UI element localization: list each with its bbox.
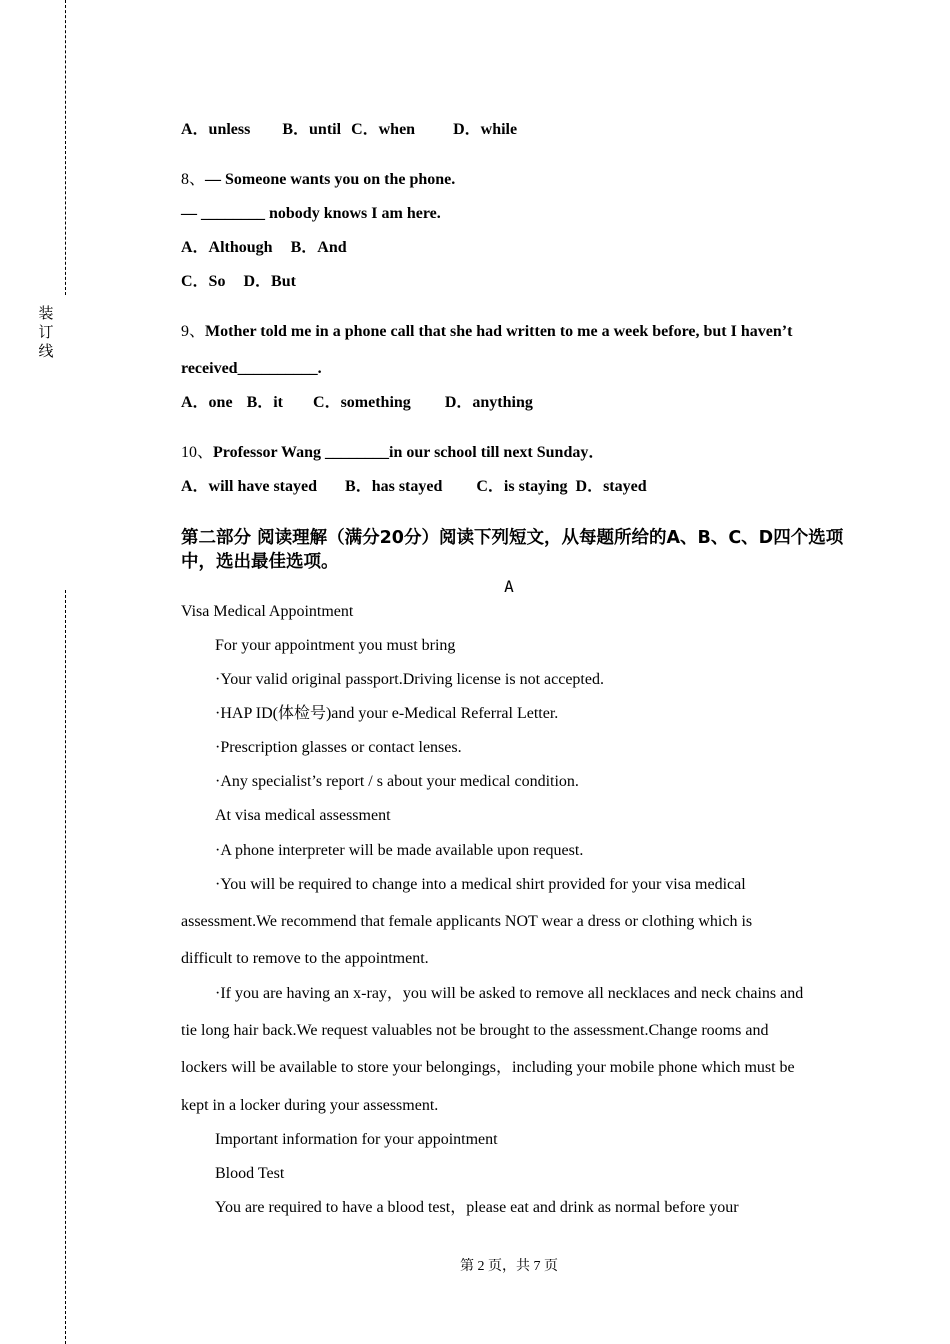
q8-options-row2	[181, 272, 296, 292]
part2-title: 第二部分 阅读理解（满分20分）阅读下列短文，从每题所给的A、B、C、D四个选项中，选出最佳选项。	[181, 528, 844, 572]
passage-p9-line4: kept in a locker during your assessment.	[181, 1097, 439, 1114]
q7-option-a: A．unless	[181, 121, 251, 138]
q9-option-a: A．one	[181, 394, 233, 411]
passage-title: Visa Medical Appointment	[181, 603, 354, 620]
passage-p8-line2: assessment.We recommend that female applicants NOT wear a dress or clothing which is	[181, 913, 753, 930]
q9-option-b: B．it	[246, 394, 284, 411]
passage-p5: ·Any specialist’s report / s about your medical condition.	[215, 773, 579, 790]
q8-option-c: C．So	[181, 273, 226, 290]
q10-option-c: C．is staying	[476, 478, 568, 495]
q8-line1	[181, 170, 455, 190]
q9-number: 9、	[181, 323, 206, 340]
q8-text: — Someone wants you on the phone.	[205, 171, 456, 188]
q10-option-b: B．has stayed	[345, 478, 443, 495]
q8-option-d: D．But	[243, 273, 296, 290]
passage-p3: ·HAP ID(体检号)and your e-Medical Referral Letter.	[215, 705, 559, 722]
passage-p2: ·Your valid original passport.Driving license is not accepted.	[215, 671, 604, 688]
q7-option-d: D．while	[453, 121, 518, 138]
q7-option-b: B．until	[282, 121, 342, 138]
passage-p12: You are required to have a blood test，please eat and drink as normal before your	[215, 1199, 739, 1216]
binding-line-bottom	[65, 590, 66, 1344]
passage-p9-line1: ·If you are having an x-ray，you will be asked to remove all necklaces and neck chains and	[215, 985, 804, 1002]
binding-line-top	[65, 0, 66, 295]
q9-text: Mother told me in a phone call that she had written to me a week before, but I haven’t	[205, 323, 793, 340]
section-letter: A	[504, 577, 514, 596]
q8-line2: — ________ nobody knows I am here.	[181, 205, 441, 222]
q8-options-row1	[181, 238, 347, 258]
q7-options	[181, 120, 517, 140]
q10-text: Professor Wang ________in our school till next Sunday．	[213, 444, 605, 461]
q9-option-d: D．anything	[444, 394, 533, 411]
q8-option-a: A．Although	[181, 239, 273, 256]
q8-option-b: B．And	[290, 239, 347, 256]
q10-line1	[181, 443, 604, 463]
q10-options	[181, 477, 647, 497]
passage-p8-line3: difficult to remove to the appointment.	[181, 950, 429, 967]
passage-p6: At visa medical assessment	[215, 807, 391, 824]
passage-p9-line2: tie long hair back.We request valuables not be brought to the assessment.Change rooms and	[181, 1022, 769, 1039]
q9-option-c: C．something	[313, 394, 411, 411]
q9-line2: received__________.	[181, 360, 322, 377]
passage-p7: ·A phone interpreter will be made available upon request.	[215, 842, 584, 859]
passage-p8-line1: ·You will be required to change into a medical shirt provided for your visa medical	[215, 876, 746, 893]
passage-p4: ·Prescription glasses or contact lenses.	[215, 739, 462, 756]
q9-options	[181, 393, 533, 413]
q9-line1	[181, 322, 792, 342]
q7-option-c: C．when	[351, 121, 416, 138]
passage-p1: For your appointment you must bring	[215, 637, 456, 654]
q10-option-a: A．will have stayed	[181, 478, 318, 495]
passage-p11: Blood Test	[215, 1165, 285, 1182]
q10-option-d: D．stayed	[575, 478, 647, 495]
page-footer: 第 2 页，共 7 页	[460, 1259, 558, 1274]
passage-p10: Important information for your appointment	[215, 1131, 498, 1148]
binding-label: 装订线	[38, 304, 54, 360]
q8-number: 8、	[181, 171, 206, 188]
passage-p9-line3: lockers will be available to store your belongings，including your mobile phone which must be	[181, 1059, 795, 1076]
q10-number: 10、	[181, 444, 214, 461]
